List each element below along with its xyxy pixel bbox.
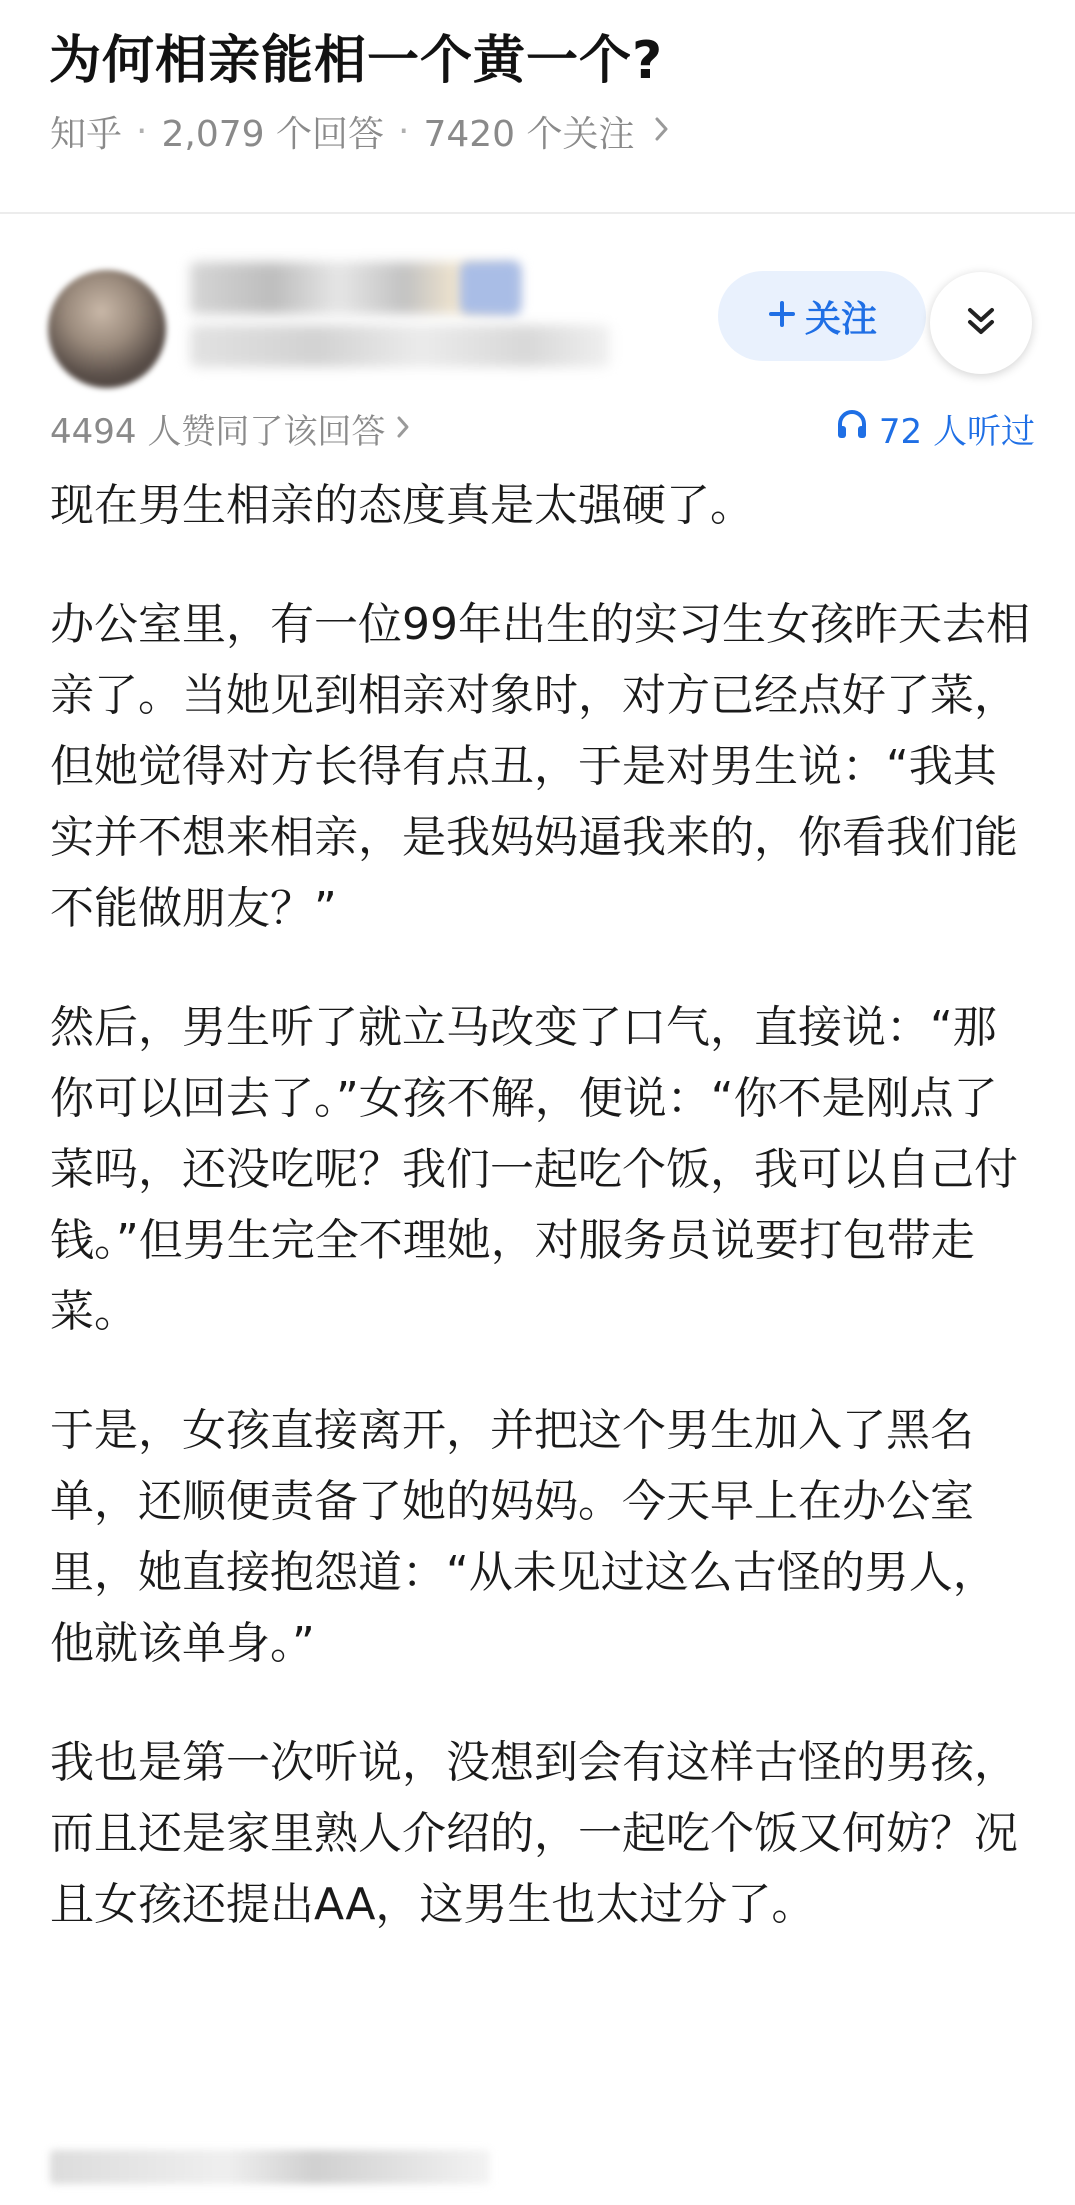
- double-chevron-down-icon: [961, 301, 1001, 345]
- plus-icon: [767, 293, 797, 339]
- likes-count[interactable]: [50, 404, 411, 453]
- meta-separator: ·: [136, 111, 148, 152]
- paragraph: 我也是第一次听说，没想到会有这样古怪的男孩，而且还是家里熟人介绍的，一起吃个饭又何妨？况且女孩还提出AA，这男生也太过分了。: [50, 1737, 1018, 1930]
- header-divider: [0, 212, 1075, 214]
- paragraph: 办公室里，有一位99年出生的实习生女孩昨天去相亲了。当她见到相亲对象时，对方已经点好了菜，但她觉得对方长得有点丑，于是对男生说：“我其实并不想来相亲，是我妈妈逼我来的，你看我们能不能做朋友？”: [50, 599, 1030, 934]
- follow-button-label: 关注: [804, 298, 877, 340]
- footer-blurred: [50, 2150, 490, 2184]
- chevron-right-icon: [395, 409, 411, 449]
- chevron-right-icon: [653, 112, 671, 152]
- follow-button[interactable]: [718, 271, 926, 361]
- paragraph: 然后，男生听了就立马改变了口气，直接说：“那你可以回去了。”女孩不解，便说：“你不是刚点了菜吗，还没吃呢？我们一起吃个饭，我可以自己付钱。”但男生完全不理她，对服务员说要打包带走菜。: [50, 1002, 1018, 1337]
- author-badge-blurred: [460, 262, 520, 314]
- source-label: 知乎: [50, 114, 123, 155]
- author-headline-blurred: [190, 325, 610, 367]
- likes-text: 4494 人赞同了该回答: [50, 412, 386, 452]
- follow-count: 7420 个关注: [423, 114, 635, 155]
- paragraph: 现在男生相亲的态度真是太强硬了。: [50, 480, 754, 531]
- answer-count: 2,079 个回答: [161, 114, 384, 155]
- answer-content: [50, 470, 1040, 1988]
- meta-separator: ·: [397, 111, 410, 152]
- listen-text: 72 人听过: [878, 412, 1035, 452]
- listen-count[interactable]: [835, 404, 1035, 453]
- headphone-icon: [835, 407, 869, 450]
- avatar[interactable]: [48, 270, 166, 388]
- question-meta[interactable]: [50, 106, 671, 157]
- paragraph: 于是，女孩直接离开，并把这个男生加入了黑名单，还顺便责备了她的妈妈。今天早上在办公室里，她直接抱怨道：“从未见过这么古怪的男人，他就该单身。”: [50, 1405, 997, 1669]
- collapse-button[interactable]: [930, 272, 1032, 374]
- question-title: 为何相亲能相一个黄一个?: [49, 31, 664, 91]
